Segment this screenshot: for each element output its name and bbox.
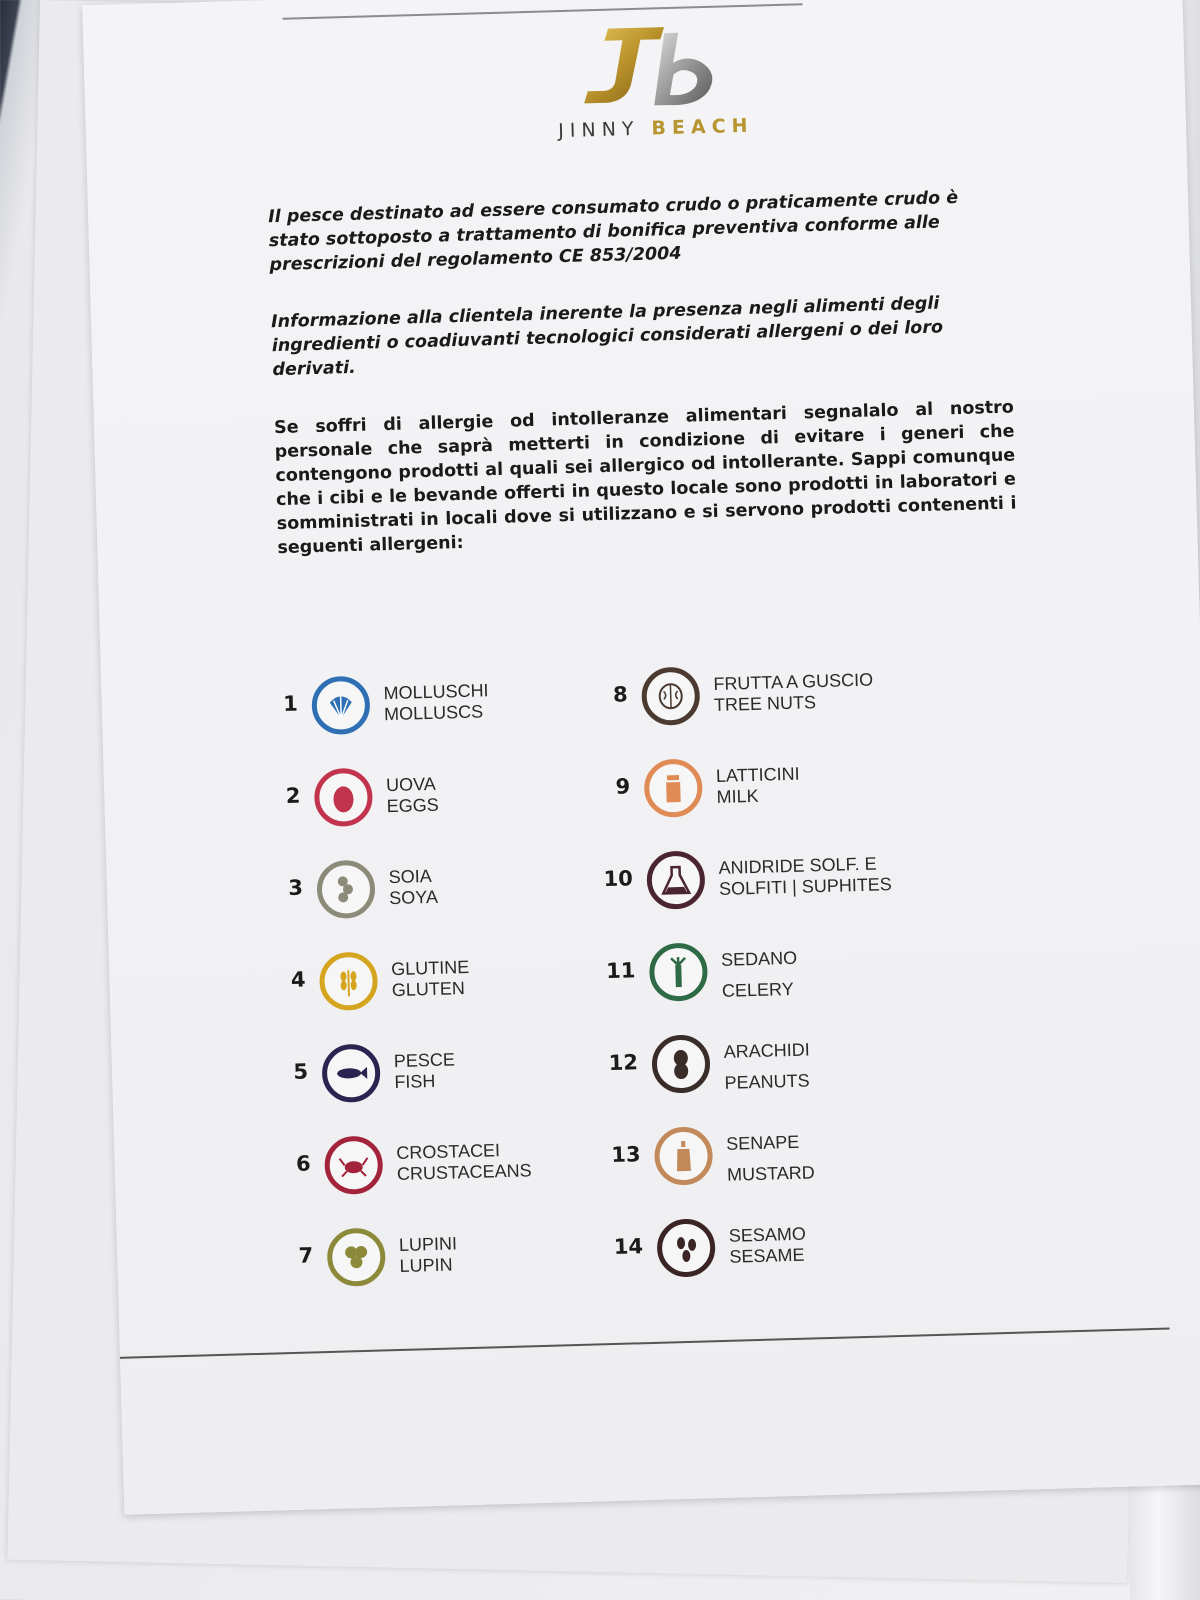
allergen-item [594,752,936,853]
allergen-name-it: SEDANO [720,947,798,970]
allergen-number: 1 [282,691,299,717]
allergen-number: 13 [610,1142,641,1168]
allergen-item [591,660,933,761]
allergen-label [723,1036,934,1094]
allergen-label [383,677,594,725]
allergen-item [606,1212,948,1313]
allergen-name-it: UOVA [385,773,437,796]
allergen-label [726,1128,937,1186]
allergen-name-en: GLUTEN [391,978,466,1001]
allergen-item [274,1129,616,1230]
allergen-label [391,953,602,1001]
allergen-item [596,844,938,945]
allergen-item [601,1028,943,1129]
allergen-name-it: GLUTINE [390,956,470,980]
allergen-label [396,1137,607,1185]
egg-icon [314,768,374,828]
allergen-name-it: LATTICINI [715,763,800,786]
allergen-item [599,936,941,1037]
allergen-number: 2 [285,783,301,808]
allergen-name-en: CRUSTACEANS [396,1160,532,1185]
shell-icon [311,676,371,736]
allergen-item [264,761,606,862]
allergen-label [721,944,932,1002]
allergen-number: 14 [613,1234,644,1259]
allergen-label [388,861,599,909]
allergen-name-it: LUPINI [398,1233,458,1255]
allergen-name-it: FRUTTA A GUSCIO [713,669,874,694]
allergen-number: 6 [295,1151,311,1176]
mustard-bottle-icon [654,1126,714,1186]
allergen-number: 7 [298,1243,314,1268]
logo [503,15,807,173]
walnut-icon [641,666,701,726]
soy-icon [316,860,376,920]
allergen-item [266,853,608,954]
allergen-name-en: SOYA [388,886,439,909]
allergen-label [713,668,924,716]
allergen-name-en: MUSTARD [726,1162,816,1185]
peanut-icon [651,1034,711,1094]
allergen-item [604,1120,946,1221]
bottom-rule [120,1328,1170,1359]
allergen-list [261,659,999,1319]
allergen-name-it: CROSTACEI [396,1140,501,1164]
allergen-name-en: SOLFITI | SUPHITES [718,874,893,899]
wheat-icon [319,952,379,1012]
allergen-name-en: CELERY [721,978,794,1001]
allergen-number: 12 [608,1050,639,1076]
allergen-item [271,1037,613,1138]
allergen-number: 3 [287,875,304,900]
brand-wordmark: JINNY BEACH [557,114,754,143]
allergen-name-it: ANIDRIDE SOLF. E [718,853,877,878]
allergen-name-en: MOLLUSCS [383,701,484,725]
allergen-name-en: TREE NUTS [713,692,817,715]
allergen-info-notice: Informazione alla clientela inerente la presenza negli alimenti degli ingredienti o coadiuvanti tecnologici considerati allergeni o dei loro derivati. [270,293,944,381]
allergen-name-it: ARACHIDI [723,1039,810,1062]
sesame-icon [656,1218,716,1278]
lupin-icon [326,1227,386,1287]
allergen-label [729,1220,940,1268]
allergen-name-en: FISH [394,1070,436,1093]
allergen-number: 11 [605,958,636,984]
allergen-label [394,1045,605,1093]
allergen-item [276,1221,618,1322]
allergen-column-right [591,660,949,1313]
allergen-label [399,1229,610,1277]
allergen-number: 9 [615,774,631,799]
celery-icon [649,942,709,1002]
allergen-item [261,669,603,770]
allergen-page [82,0,1200,1515]
allergen-number: 5 [293,1059,309,1084]
flask-icon [646,850,706,910]
allergen-column-left [261,669,619,1322]
raw-fish-notice: Il pesce destinato ad essere consumato crudo o praticamente crudo è stato sottoposto a trattamento di bonifica preventiva conforme alle prescrizioni del regolamento CE 853/2004 [267,187,959,276]
allergen-label [716,760,927,808]
allergen-name-en: SESAME [729,1244,805,1267]
allergen-name-en: MILK [716,785,759,807]
allergen-number: 4 [290,967,306,992]
allergen-name-it: MOLLUSCHI [383,680,489,704]
allergen-number: 8 [612,682,629,707]
fish-icon [321,1043,381,1103]
allergen-name-en: PEANUTS [724,1070,810,1093]
allergen-name-it: SENAPE [725,1131,800,1154]
allergy-warning-notice: Se soffri di allergie od intolleranze alimentari segnalalo al nostro personale che saprà metterti in condizione di evitare i generi che contengono prodotti al quali sei allergico od intollerante. Sappi comunque che i cibi e le bevande offerti in questo locale sono prodotti in laboratori e somministrati in locali dove si utilizzano e si servono prodotti contenenti i seguenti allergeni: [273,397,1017,559]
allergen-label [386,769,597,817]
allergen-number: 10 [603,866,634,892]
allergen-item [269,945,611,1046]
allergen-name-it: SOIA [388,865,432,888]
allergen-name-it: PESCE [393,1049,456,1072]
crab-icon [324,1135,384,1195]
allergen-name-it: SESAMO [728,1223,807,1246]
allergen-name-en: LUPIN [399,1254,453,1276]
milk-bottle-icon [644,758,704,818]
allergen-label [718,852,929,900]
jb-monogram-logo-icon [568,17,741,118]
allergen-name-en: EGGS [386,794,439,817]
